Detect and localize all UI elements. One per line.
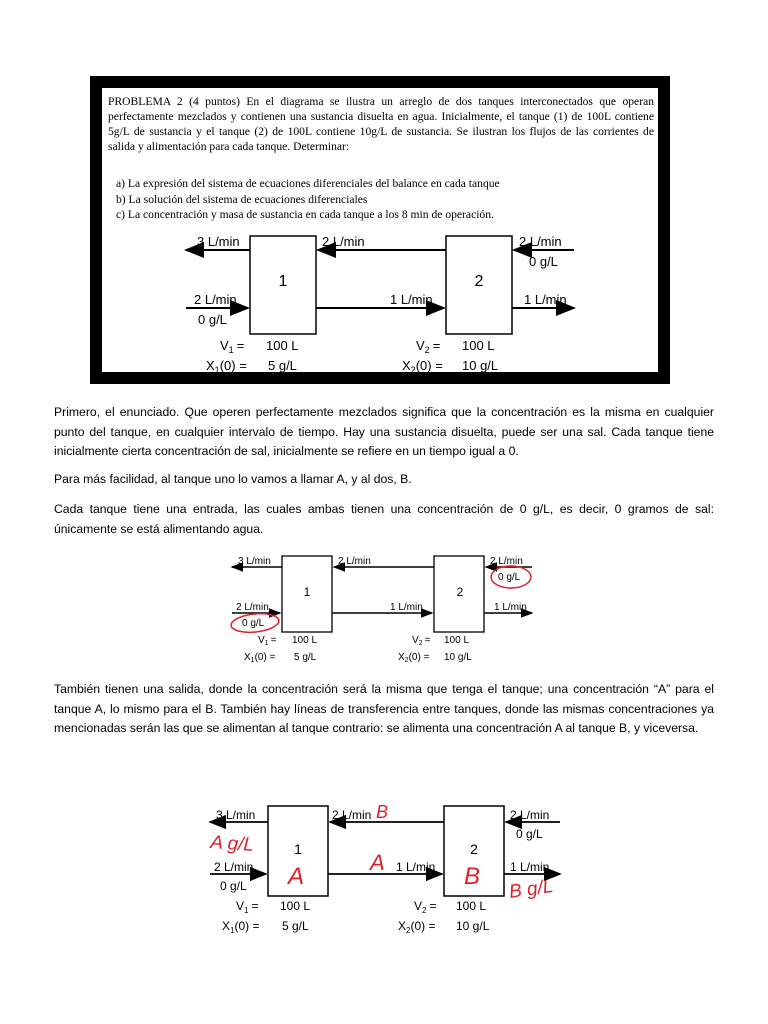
x2-value: 10 g/L bbox=[462, 358, 499, 373]
tank-2-label: 2 bbox=[456, 585, 464, 599]
annotation-tank-a: A bbox=[288, 863, 305, 890]
out-2-flow: 1 L/min bbox=[494, 602, 527, 613]
in-2-flow: 2 L/min bbox=[510, 808, 550, 822]
out-2-flow: 1 L/min bbox=[524, 292, 567, 307]
in-1-flow: 2 L/min bbox=[214, 860, 254, 874]
tank-1-label: 1 bbox=[278, 273, 288, 290]
x1-value: 5 g/L bbox=[282, 919, 309, 933]
problem-item-b: b) La solución del sistema de ecuaciones diferenciales bbox=[116, 192, 368, 206]
v2-value: 100 L bbox=[444, 635, 470, 646]
v1-value: 100 L bbox=[280, 899, 311, 913]
diagram-annotated bbox=[200, 796, 590, 946]
problem-statement bbox=[108, 94, 654, 154]
problem-text: En el diagrama se ilustra un arreglo de dos tanques interconectados que operan perfectamente mezclados y contienen una sustancia disuelta en agua. Inicialmente, el tanque (1) de 100L contiene 5g/L de sustancia y el tanque (2) de 100L contiene 10g/L de sustancia. Se ilustran los flujos de las corrientes de salida y alimentación para cada tanque. Determinar: bbox=[108, 95, 655, 153]
in-1-conc: 0 g/L bbox=[242, 618, 265, 629]
paragraph-intro: Primero, el enunciado. Que operen perfectamente mezclados significa que la concentración es la misma en cualquier punto del tanque, en cualquier intervalo de tiempo. Hay una sustancia disuelta, puede ser una sal. Cada tanque tiene inicialmente cierta concentración de sal, inicialmente se refiere en un tiempo igual a 0. bbox=[54, 405, 714, 458]
out-2-flow: 1 L/min bbox=[510, 860, 550, 874]
transfer-1-to-2-flow: 1 L/min bbox=[390, 602, 423, 613]
problem-heading: PROBLEMA 2 bbox=[108, 95, 183, 108]
annotation-transfer-b: B bbox=[376, 802, 389, 822]
x2-value: 10 g/L bbox=[456, 919, 490, 933]
v1-label: $V_1$ = bbox=[258, 635, 277, 647]
tank-1-label: 1 bbox=[303, 585, 311, 599]
annotation-b-out: B g/L bbox=[507, 875, 555, 903]
problem-points: (4 puntos) bbox=[189, 95, 240, 108]
annotation-tank-b: B bbox=[464, 863, 481, 890]
x1-value: 5 g/L bbox=[268, 358, 297, 373]
tank-2-label: 2 bbox=[470, 841, 478, 857]
x1-label: $X_1(0)$ = bbox=[244, 652, 276, 664]
x2-label: $X_2(0)$ = bbox=[398, 919, 436, 935]
paragraph-outputs: También tienen una salida, donde la concentración será la misma que tenga el tanque; una concentración “A” para el tanque A, lo mismo para el B. También hay líneas de transferencia entre tanques, donde las mismas concentraciones ya mencionadas serán las que se alimentan al tanque contrario: se alimenta una concentración A al tanque B, y viceversa. bbox=[54, 682, 714, 735]
transfer-1-to-2-flow: 1 L/min bbox=[390, 292, 433, 307]
in-1-conc: 0 g/L bbox=[198, 312, 227, 327]
v2-label: $V_2$ = bbox=[414, 899, 437, 915]
in-2-conc: 0 g/L bbox=[516, 827, 543, 841]
x1-label: $X_1(0)$ = bbox=[206, 358, 247, 375]
transfer-2-to-1-flow: 2 L/min bbox=[332, 808, 372, 822]
in-1-conc: 0 g/L bbox=[220, 879, 247, 893]
x2-label: $X_2(0)$ = bbox=[402, 358, 443, 375]
problem-item-a: a) La expresión del sistema de ecuaciones diferenciales del balance en cada tanque bbox=[116, 177, 500, 190]
annotation-a-out: A g/L bbox=[209, 832, 255, 857]
transfer-2-to-1-flow: 2 L/min bbox=[322, 234, 365, 249]
v2-value: 100 L bbox=[462, 338, 495, 353]
out-1-flow: 3 L/min bbox=[238, 556, 271, 567]
transfer-2-to-1-flow: 2 L/min bbox=[338, 556, 371, 567]
tank-1-label: 1 bbox=[294, 841, 302, 857]
in-2-conc: 0 g/L bbox=[498, 572, 521, 583]
x2-value: 10 g/L bbox=[444, 652, 472, 663]
v2-label: $V_2$ = bbox=[412, 635, 431, 647]
problem-item-c: c) La concentración y masa de sustancia en cada tanque a los 8 min de operación. bbox=[116, 208, 494, 221]
in-1-flow: 2 L/min bbox=[236, 602, 269, 613]
x2-label: $X_2(0)$ = bbox=[398, 652, 430, 664]
tank-2-label: 2 bbox=[474, 273, 484, 290]
problem-panel bbox=[102, 88, 658, 375]
out-1-flow: 3 L/min bbox=[216, 808, 256, 822]
diagram-inputs-circled bbox=[228, 552, 568, 674]
paragraph-naming: Para más facilidad, al tanque uno lo vamos a llamar A, y al dos, B. bbox=[54, 472, 412, 486]
out-1-flow: 3 L/min bbox=[197, 234, 240, 249]
problem-diagram bbox=[102, 226, 658, 375]
annotation-transfer-a: A bbox=[370, 850, 385, 875]
v1-label: $V_1$ = bbox=[220, 338, 245, 355]
v1-label: $V_1$ = bbox=[236, 899, 259, 915]
x1-label: $X_1(0)$ = bbox=[222, 919, 260, 935]
paragraph-inputs: Cada tanque tiene una entrada, las cuales ambas tienen una concentración de 0 g/L, es decir, 0 gramos de sal: únicamente se está alimentando agua. bbox=[54, 502, 714, 536]
in-2-flow: 2 L/min bbox=[490, 556, 523, 567]
v1-value: 100 L bbox=[292, 635, 318, 646]
v2-value: 100 L bbox=[456, 899, 487, 913]
v2-label: $V_2$ = bbox=[416, 338, 441, 355]
transfer-1-to-2-flow: 1 L/min bbox=[396, 860, 436, 874]
in-2-conc: 0 g/L bbox=[529, 254, 558, 269]
problem-image bbox=[90, 76, 670, 384]
v1-value: 100 L bbox=[266, 338, 299, 353]
x1-value: 5 g/L bbox=[294, 652, 317, 663]
in-1-flow: 2 L/min bbox=[194, 292, 237, 307]
in-2-flow: 2 L/min bbox=[519, 234, 562, 249]
problem-list bbox=[116, 176, 500, 223]
